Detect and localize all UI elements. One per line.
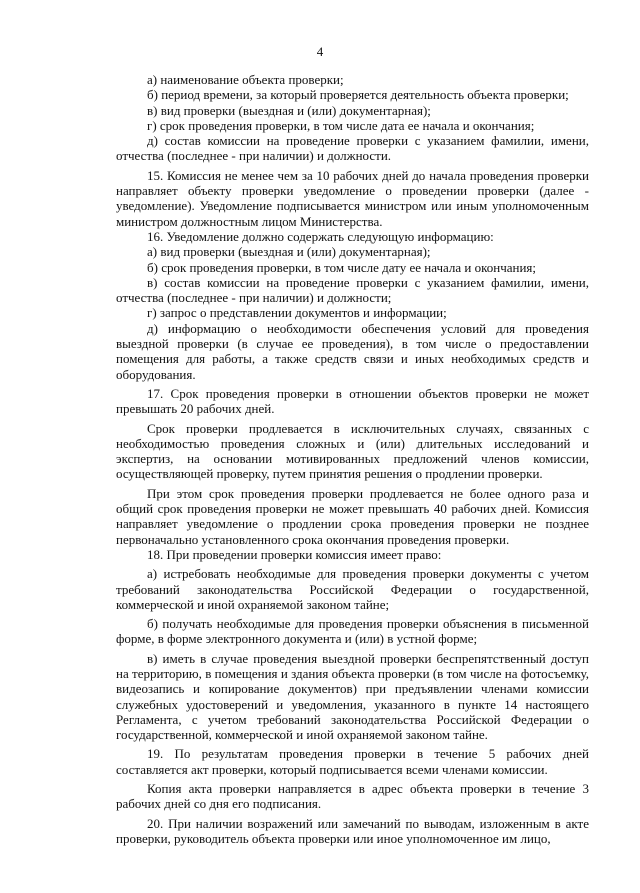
paragraph: а) наименование объекта проверки;	[147, 72, 344, 87]
paragraph: а) истребовать необходимые для проведения проверки документы с учетом требований законодательства Российской Федерации о государственной, коммерческой и иной охраняемой законом тайне;	[116, 566, 589, 612]
paragraph: а) вид проверки (выездная и (или) документарная);	[147, 244, 431, 260]
document-body	[116, 72, 589, 846]
paragraph: Срок проверки продлевается в исключительных случаях, связанных с необходимостью проведения сложных и (или) длительных исследований и экспертиз, на основании мотивированных предложений членов комиссии, осуществляющей проверку, путем принятия решения о продлении проверки.	[116, 420, 589, 482]
paragraph: в) состав комиссии на проведение проверки с указанием фамилии, имени, отчества (последнее - при наличии) и должности;	[116, 274, 589, 306]
paragraph: 17. Срок проведения проверки в отношении объектов проверки не может превышать 20 рабочих дней.	[116, 385, 589, 417]
paragraph: в) вид проверки (выездная и (или) документарная);	[147, 102, 431, 118]
paragraph: б) получать необходимые для проведения проверки объяснения в письменной форме, в форме электронного документа и (или) в устной форме;	[116, 616, 589, 647]
paragraph: д) состав комиссии на проведение проверки с указанием фамилии, имени, отчества (последнее - при наличии) и должности.	[116, 133, 589, 164]
paragraph: 18. При проведении проверки комиссия имеет право:	[147, 546, 442, 562]
paragraph: 15. Комиссия не менее чем за 10 рабочих дней до начала проведения проверки направляет объекту проверки уведомление о проведении проверки (далее - уведомление). Уведомление подписывается министром или иным уполномоченным министром должностным лицом Министерства.	[116, 167, 589, 229]
paragraph: 16. Уведомление должно содержать следующую информацию:	[147, 228, 494, 244]
paragraph: в) иметь в случае проведения выездной проверки беспрепятственный доступ на территорию, в помещения и здания объекта проверки (в том числе на фотосъемку, видеозапись и копирование документов) при предъявлении членами комиссии служебных удостоверений и уведомления, указанного в пункте 14 настоящего Регламента, с учетом требований законодательства Российской Федерации о государственной, коммерческой и иной охраняемой законом тайне.	[116, 650, 589, 743]
paragraph: б) период времени, за который проверяется деятельность объекта проверки;	[147, 87, 569, 103]
paragraph: 20. При наличии возражений или замечаний по выводам, изложенным в акте проверки, руководитель объекта проверки или иное уполномоченное им лицо,	[116, 815, 589, 846]
page-number: 4	[316, 44, 324, 59]
paragraph: При этом срок проведения проверки продлевается не более одного раза и общий срок проведения проверки не может превышать 40 рабочих дней. Комиссия направляет уведомление о продлении срока проведения проверки не позднее первоначально установленного срока окончания проведения проверки.	[116, 485, 589, 547]
paragraph: д) информацию о необходимости обеспечения условий для проведения выездной проверки (в случае ее проведения), в том числе о предоставлении помещения для работы, а также средств связи и иных необходимых средств и оборудования.	[116, 320, 589, 382]
paragraph: 19. По результатам проведения проверки в течение 5 рабочих дней составляется акт проверки, который подписывается всеми членами комиссии.	[116, 746, 589, 777]
paragraph: г) запрос о представлении документов и информации;	[147, 305, 447, 321]
paragraph: г) срок проведения проверки, в том числе дата ее начала и окончания;	[147, 117, 535, 133]
paragraph: Копия акта проверки направляется в адрес объекта проверки в течение 3 рабочих дней со дня его подписания.	[116, 781, 589, 812]
paragraph: б) срок проведения проверки, в том числе дату ее начала и окончания;	[147, 259, 537, 275]
